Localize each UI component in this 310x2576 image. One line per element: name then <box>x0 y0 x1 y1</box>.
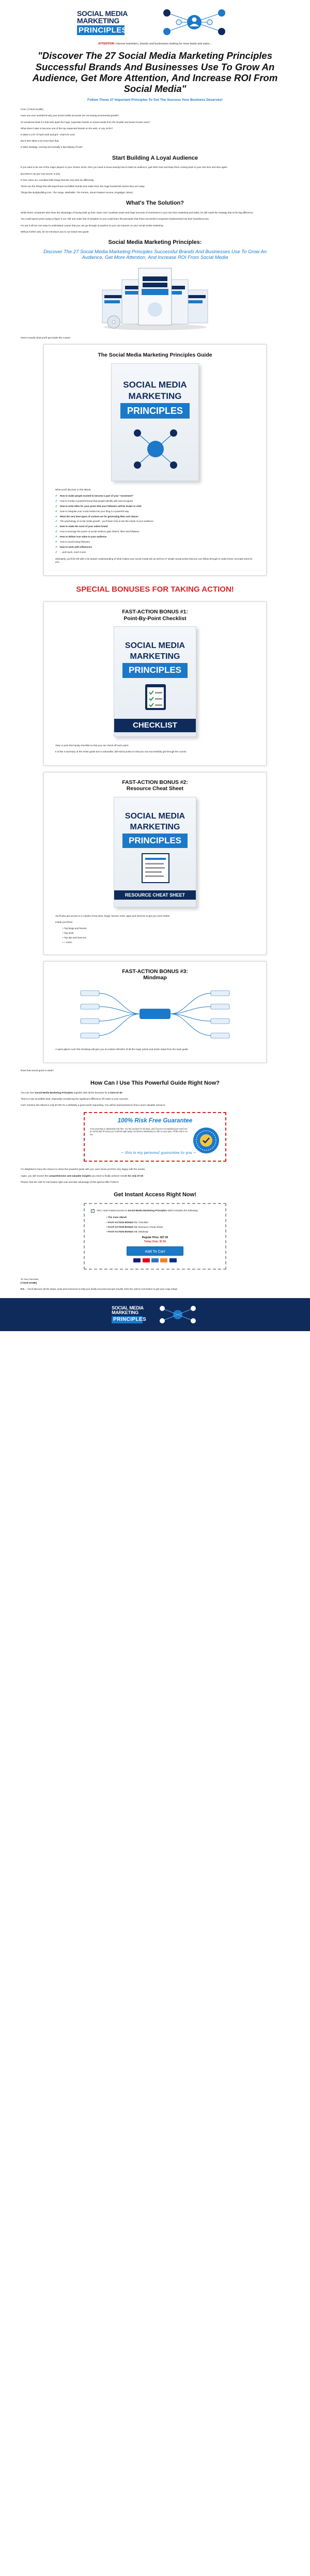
letter-paragraph: It takes a LOT of hard work and grit – that's for sure. <box>21 133 75 136</box>
add-to-cart-button[interactable]: Add To Cart <box>127 1246 183 1256</box>
how-use-paragraph: Can't mention this eBook is only $7.00! It's a definitely a good worth requesting. You will be hard-pressed to find a more valuable resource. <box>21 1104 166 1107</box>
guide-checklist-item <box>55 525 255 529</box>
guide-checklist-item <box>55 546 255 549</box>
bonus1-title <box>55 609 255 622</box>
checkmark-icon: ✔ <box>55 515 58 518</box>
guide-checklist <box>55 495 255 554</box>
bonus2-title <box>55 780 255 793</box>
checkmark-icon: ✔ <box>55 535 58 539</box>
text-fragment: you need to finally achieve results <box>91 1174 128 1177</box>
sound-good-text: Does that sound good or what? <box>21 1069 54 1072</box>
cover-band: PRINCIPLES <box>120 403 190 419</box>
footer-network-icon <box>157 1304 198 1325</box>
attention-label: ATTENTION: <box>98 42 115 45</box>
order-list-item <box>106 1221 219 1224</box>
logo-line1: SOCIAL MEDIA <box>77 9 128 18</box>
guide-checklist-item <box>55 505 255 508</box>
checklist-item-text: …and much, much more! <box>60 551 86 554</box>
product-name-bold: Social Media Marketing Principles <box>35 1091 73 1094</box>
discover-card-icon <box>160 1258 167 1262</box>
page-header <box>0 0 310 41</box>
bonus2-item-text: + more! <box>64 941 72 944</box>
section-paragraph: In fact, there are countless little things that the very best do differently. <box>21 178 95 181</box>
section-title-solution: What's The Solution? <box>126 200 184 207</box>
how-use-paragraph: That is a has incredible deal, especially considering the significant difference it'll make to your success. <box>21 1098 129 1101</box>
guide-intro: What you'll discover in this eBook: <box>55 488 91 491</box>
section-paragraph: If you want to be one of the major players in your chosen niche, then you need to know exactly how to build an audience, gain their trust and keep them coming back to your site time and time again. <box>21 166 228 169</box>
checkmark-icon: ✔ <box>55 499 58 503</box>
bullet-icon: • <box>63 941 64 944</box>
logo-line2: MARKETING <box>112 1309 138 1315</box>
cover-line1: SOCIAL MEDIA <box>125 811 185 821</box>
bonus-card-3 <box>43 961 267 1063</box>
sales-letter <box>21 108 289 260</box>
order-confirm-text <box>97 1209 198 1213</box>
guide-checklist-item <box>55 520 255 523</box>
closing-paragraph: I'm delighted to have the chance to share this powerful guide with you, and I know you'll be very happy with the results. <box>21 1168 146 1171</box>
order-box <box>84 1203 226 1270</box>
checkmark-icon: ✔ <box>55 551 58 554</box>
visa-card-icon <box>133 1258 141 1262</box>
guide-checklist-item <box>55 530 255 534</box>
guarantee-box <box>84 1112 226 1162</box>
guide-checklist-item <box>55 495 255 498</box>
order-checkbox[interactable] <box>91 1209 95 1213</box>
guide-checklist-item <box>55 500 255 503</box>
bonus2-item-text: Top tips and how-to's <box>64 936 86 939</box>
logo-line3: PRINCIPLES <box>112 1316 143 1323</box>
order-list-item <box>106 1216 219 1219</box>
bonus1-title-line2: Point-By-Point Checklist <box>123 615 187 622</box>
product-name-bold: Social Media Marketing Principles <box>128 1209 167 1212</box>
order-item-bold: FAST-ACTION BONUS #3: <box>107 1230 138 1233</box>
checklist-item-text: What the very best types of content are for generating likes and shares <box>60 515 138 518</box>
bonus-card-1 <box>43 601 267 765</box>
text-fragment: which includes the following: <box>166 1209 198 1212</box>
attention-line <box>0 41 310 49</box>
insights-bold: comprehensive and valuable insights <box>49 1174 91 1177</box>
section-title-loyal-audience: Start Building A Loyal Audience <box>112 155 198 161</box>
checklist-item-text: How to deliver true value to your audience <box>60 535 107 538</box>
bonus2-paragraph: You'll also get access to a rolodex of top sites, blogs, forums, tools, apps and services to get you even further <box>55 914 170 917</box>
letter-paragraph: Have you ever wondered why your social media accounts are not seeing incremental growth? <box>21 114 119 117</box>
bonus2-paragraph: Inside you'll find: <box>55 920 73 923</box>
cover-network-icon <box>132 426 179 472</box>
text-fragment: You can own <box>21 1091 35 1094</box>
how-use-paragraph <box>21 1091 289 1094</box>
bonus2-list <box>55 927 255 945</box>
cover-band: PRINCIPLES <box>122 663 188 678</box>
signoff-name: [YOUR NAME] <box>21 1281 37 1284</box>
guide-checklist-item <box>55 551 255 554</box>
checklist-item-text: How to make the most of your online brand <box>60 525 108 528</box>
mastercard-icon <box>143 1258 150 1262</box>
social-network-icon <box>156 7 233 38</box>
guide-checklist-item <box>55 510 255 514</box>
bonus2-title-line2: Resource Cheat Sheet <box>126 786 184 792</box>
order-list-item <box>106 1230 219 1233</box>
signoff-line: To Your Success, <box>21 1278 39 1281</box>
logo-line1: SOCIAL MEDIA <box>112 1305 144 1310</box>
cheat-sheet-band: RESOURCE CHEAT SHEET <box>114 890 196 900</box>
clipboard-icon <box>140 681 171 712</box>
special-bonuses-heading: SPECIAL BONUSES FOR TAKING ACTION! <box>76 585 234 594</box>
mindmap-image <box>78 986 233 1043</box>
product-intro-text: Here's exactly what you'll get inside this course: <box>21 336 71 340</box>
order-item-rest: Checklist <box>137 1221 148 1224</box>
guarantee-signature: ~ this is my personal guarantee to you ~ <box>121 1150 196 1155</box>
cover-band: PRINCIPLES <box>122 834 188 849</box>
price-bold: a mere $7.00 <box>108 1091 122 1094</box>
ps-text: – You'll discover all the steps, tools and resources to help you finally succeed and get results! Click the Add to Cart button to get your copy today! <box>25 1287 178 1290</box>
section-paragraph: These are the things that will sepal those incredible brands and make them the huge household names they are today. <box>21 184 145 188</box>
paypal-icon <box>169 1258 177 1262</box>
letter-paragraph: It takes strategy, cunning and actually a big helping of luck! <box>21 146 83 149</box>
letter-paragraph: But it also takes a lot more than that. <box>21 140 59 143</box>
bonus2-list-item <box>63 932 255 935</box>
bonus1-paragraph: It is like a summary of the entire guide but in actionable, bite-sized points so that you can successfully get through the course. <box>55 750 187 753</box>
order-item-bold: The main eBook <box>107 1216 127 1219</box>
order-items-list <box>91 1216 219 1233</box>
section-paragraph: While these companies also have the advantage of having built up their name over countless years and huge amounts of investment in your into their marketing and sales, it's still made the strategy that is the big difference. <box>21 211 254 214</box>
bonus3-title-line1: FAST-ACTION BONUS #3: <box>122 968 188 975</box>
checkmark-icon: ✔ <box>55 504 58 508</box>
section-paragraph: You could spend years trying to figure it out. Tell and make lots of mistakes so you could learn the principles that these successful companies implemented into their brand/success. <box>21 218 209 221</box>
ebook-cover-image <box>111 363 199 481</box>
guarantee-seal-icon <box>192 1127 220 1154</box>
logo-line2: MARKETING <box>77 16 120 25</box>
checklist-item-text: The psychology of social media growth - you'll learn how to win the minds of your audience <box>60 520 153 523</box>
guide-card-title: The Social Media Marketing Principles Guide <box>98 352 212 358</box>
checkmark-icon: ✔ <box>55 494 58 498</box>
regular-price: Regular Price: $27.00 <box>142 1236 168 1239</box>
bonus2-item-text: Top tools <box>64 932 74 935</box>
cover-line2: MARKETING <box>128 391 182 401</box>
product-tagline: Discover The 27 Social Media Marketing Principles Successful Brands And Businesses Use To Grow An Audience, Get More Attention, And Increase ROI From Social Media <box>43 248 267 260</box>
how-use-title: How Can I Use This Powerful Guide Right Now? <box>90 1079 220 1086</box>
checklist-item-text: How to avoid losing followers <box>60 541 90 544</box>
checklist-item-text: How to Create a powerful brand that people identify with and recognize <box>60 499 133 502</box>
guide-card <box>43 344 267 576</box>
guide-checklist-item <box>55 541 255 544</box>
brand-logo <box>77 7 138 37</box>
cover-line2: MARKETING <box>130 652 180 661</box>
attention-text: Internet marketers, brands and businesses looking for more leads and sales... <box>115 42 212 45</box>
order-title: Get Instant Access Right Now! <box>114 1191 196 1198</box>
letter-paragraph: What does it take to become one of the top respected brands on the web, or any niche? <box>21 127 113 130</box>
text-fragment: Again, you will receive the <box>21 1174 49 1177</box>
checklist-band: CHECKLIST <box>114 719 196 732</box>
closing-paragraph <box>21 1175 289 1178</box>
letter-paragraph: Or wondered what it is that sets apart the huge, superstar brands on social media from the smaller and lesser known ones? <box>21 120 150 124</box>
checkmark-icon: ✔ <box>55 530 58 534</box>
guide-outro: Ultimately, you'll be left with a far deeper understanding of what makes your social media tick as well as 27 simple actual points that you can follow through to make those concepts work for you. <box>55 557 253 564</box>
bonus2-title-line1: FAST-ACTION BONUS #2: <box>122 779 188 785</box>
bonus1-paragraph: View or print this handy checklist so that you can check off each point. <box>55 744 129 747</box>
checklist-item-text: How to leverage the power of social media to gain shares, likes and followers <box>60 530 140 533</box>
cheat-sheet-cover-image <box>114 797 196 907</box>
order-item-bold: FAST-ACTION BONUS #1: <box>107 1221 138 1224</box>
checkmark-icon: ✔ <box>55 510 58 513</box>
checkmark-icon: ✔ <box>55 541 58 544</box>
bonus3-paragraph: A quick glance over this mindmap will give you an instant refresher of all the major points and action steps from the main guide. <box>55 1047 189 1051</box>
checkmark-icon: ✔ <box>55 546 58 549</box>
cover-line1: SOCIAL MEDIA <box>123 379 187 390</box>
checklist-item-text: How to work with influencers <box>60 546 92 549</box>
guarantee-body: Your purchase is absolutely risk free. Try the product for 30 days, and if you're not satisfied just send me an email and I'll send you a refund right away. So there's absolutely no risk on your part. All the risk is on me. <box>90 1127 188 1136</box>
bullet-icon: • <box>63 936 64 939</box>
logo-line3: PRINCIPLES <box>77 25 125 35</box>
checkmark-icon: ✔ <box>55 525 58 529</box>
closing-paragraph: Please click the Add To Cart button right now and take advantage of this special offer TODAY! <box>21 1180 119 1183</box>
bonus2-list-item <box>63 936 255 939</box>
order-list-item <box>106 1226 219 1229</box>
checklist-item-text: How to write titles for your posts that your followers will be drawn to click <box>60 504 142 507</box>
ps-label: P.S. <box>21 1287 25 1290</box>
text-fragment: together with all the bonuses for <box>73 1091 109 1094</box>
bullet-icon: • <box>63 927 64 930</box>
guide-checklist-item <box>55 515 255 519</box>
price-bold: for only $7.00 <box>128 1174 144 1177</box>
section-paragraph: For put it all into one easy-to-understand course that you can go through at anytime so you can improve on your social media marketing. <box>21 224 164 227</box>
product-bundle-image <box>98 264 212 331</box>
letter-from: From: [YOUR NAME] <box>21 108 43 111</box>
bonus2-list-item <box>63 941 255 944</box>
today-price: Today Only: $7.00 <box>144 1240 166 1244</box>
footer-logo <box>112 1305 147 1323</box>
checklist-item-text: How to integrate your social media into your blog in a powerful way <box>60 510 129 513</box>
bonus3-title-line2: Mindmap <box>143 975 167 981</box>
guarantee-title: 100% Risk Free Guarantee <box>117 1118 193 1124</box>
checkmark-icon: ✔ <box>55 520 58 523</box>
bullet-icon: • <box>63 932 64 935</box>
order-item-rest: Mindmap <box>137 1230 149 1233</box>
checklist-item-text: How to make people excited to become a part of your "movement" <box>60 494 134 497</box>
order-confirm-row[interactable] <box>91 1209 219 1213</box>
bonus2-item-text: Top blogs and forums <box>64 927 87 930</box>
headline: "Discover The 27 Social Media Marketing Principles Successful Brands And Businesses Use To Grow An Audience, Get More Attention, And Increase ROI From Social Media" <box>32 50 278 95</box>
order-item-rest: Resource Cheat Sheet <box>137 1225 163 1228</box>
page-footer <box>0 1298 310 1331</box>
section-paragraph: But there's not just 'one secret' to this. <box>21 172 61 175</box>
guide-checklist-item <box>55 535 255 539</box>
cover-line2: MARKETING <box>130 822 180 831</box>
postscript <box>21 1288 289 1291</box>
product-title: Social Media Marketing Principles: <box>108 239 202 245</box>
cover-line1: SOCIAL MEDIA <box>125 641 185 651</box>
bonus1-title-line1: FAST-ACTION BONUS #1: <box>122 609 188 615</box>
bonus-card-2 <box>43 772 267 955</box>
order-item-bold: FAST-ACTION BONUS #2: <box>107 1225 138 1228</box>
payment-logos <box>91 1258 219 1263</box>
section-paragraph: Without further ado, let me introduce you to our brand new guide: <box>21 230 89 233</box>
subheadline: Follow These 27 Important Principles To Get The Success Your Business Deserves! <box>87 98 223 102</box>
bonus3-title <box>55 969 255 982</box>
bonus2-list-item <box>63 927 255 930</box>
checklist-cover-image <box>114 626 196 737</box>
amex-card-icon <box>151 1258 159 1262</box>
section-paragraph: Things like Bodybuilding.com, The Verge, Mashable, Tim Ferriss, Smart Passive Income, Engadget, Wired… <box>21 191 135 194</box>
document-icon <box>135 852 176 885</box>
text-fragment: Yes! I want instant access to <box>97 1209 128 1212</box>
